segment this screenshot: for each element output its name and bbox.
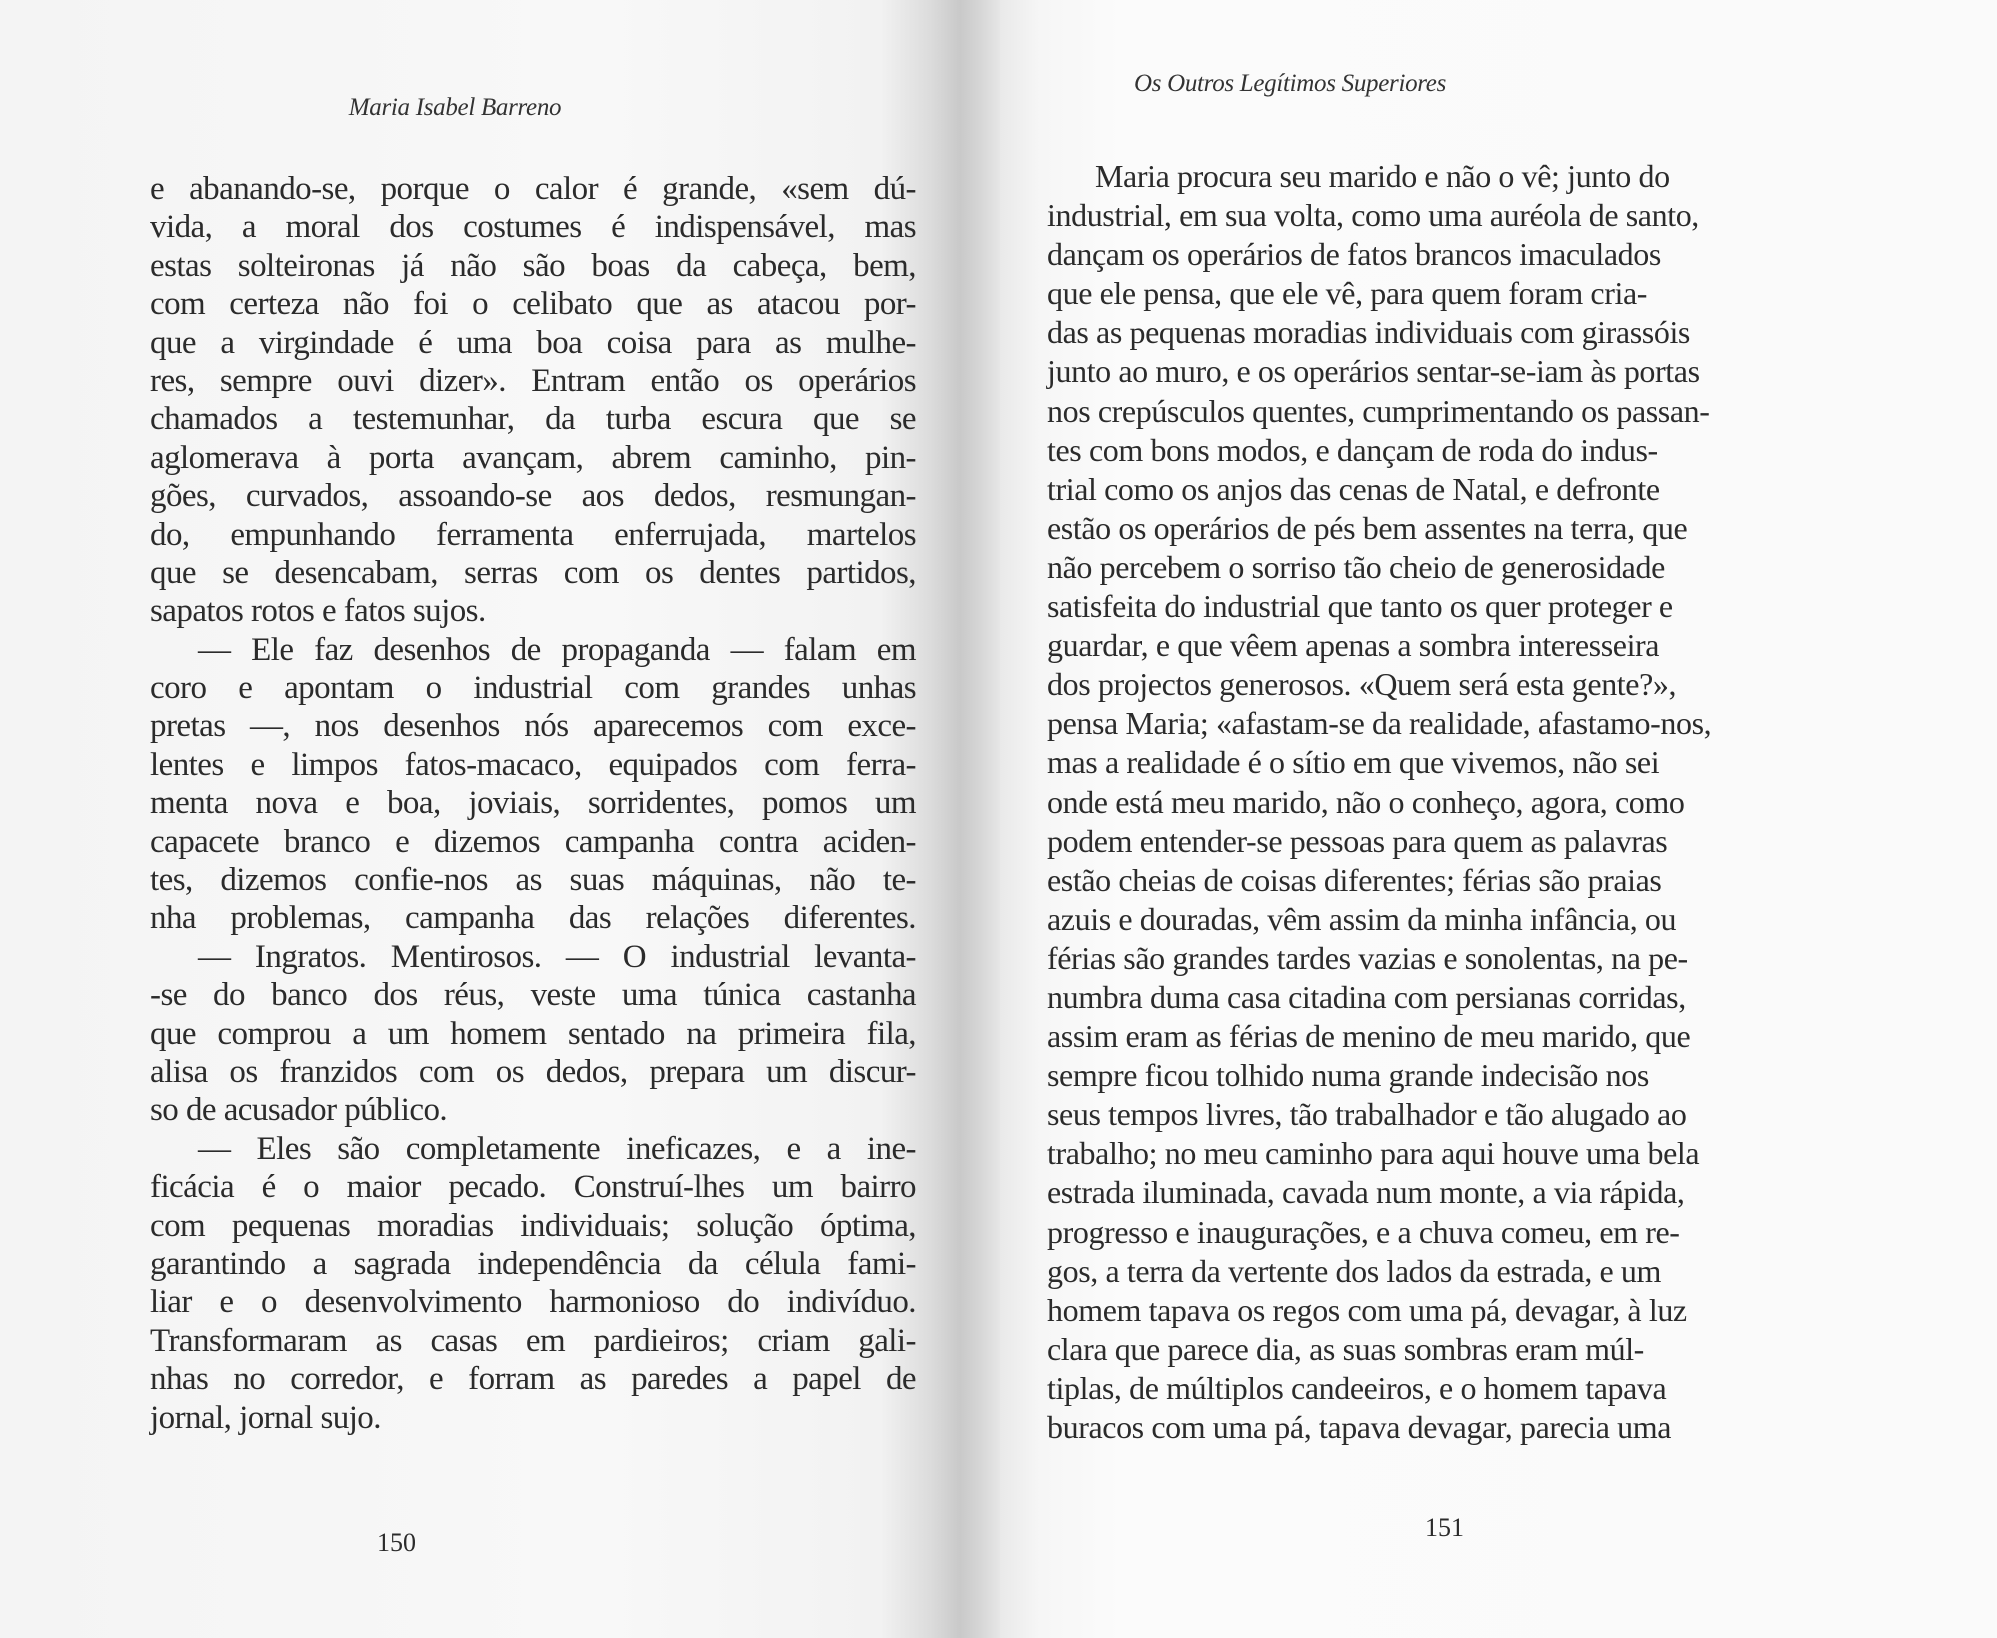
text-line: alisa os franzidos com os dedos, prepara um discur- [150,1053,916,1090]
text-line: férias são grandes tardes vazias e sonolentas, na pe- [1047,939,1688,976]
text-line: dançam os operários de fatos brancos imaculados [1047,236,1661,273]
text-line: dos projectos generosos. «Quem será esta gente?», [1047,666,1677,703]
text-line: lentes e limpos fatos-macaco, equipados com ferra- [150,746,916,783]
text-line: industrial, em sua volta, como uma auréola de santo, [1047,197,1699,234]
text-line: mas a realidade é o sítio em que vivemos, não sei [1047,744,1660,781]
text-line: Maria procura seu marido e não o vê; junto do [1095,158,1670,194]
text-line: trial como os anjos das cenas de Natal, e defronte [1047,470,1660,507]
text-line: satisfeita do industrial que tanto os quer proteger e [1047,588,1673,625]
page-number: 151 [1425,1513,1464,1542]
text-line: estão cheias de coisas diferentes; férias são praias [1047,861,1662,898]
text-line: que comprou a um homem sentado na primeira fila, [150,1015,916,1052]
text-line: tes, dizemos confie-nos as suas máquinas, não te- [150,862,916,899]
text-line: tiplas, de múltiplos candeeiros, e o homem tapava [1047,1369,1667,1406]
text-line: -se do banco dos réus, veste uma túnica castanha [150,977,916,1014]
text-line: assim eram as férias de menino de meu marido, que [1047,1018,1691,1055]
text-line: junto ao muro, e os operários sentar-se-iam às portas [1047,353,1700,390]
text-line: trabalho; no meu caminho para aqui houve uma bela [1047,1135,1700,1172]
text-line: tes com bons modos, e dançam de roda do indus- [1047,431,1658,468]
text-line: sempre ficou tolhido numa grande indecisão nos [1047,1057,1649,1094]
text-line: liar e o desenvolvimento harmonioso do indivíduo. [150,1284,916,1321]
text-line: jornal, jornal sujo. [150,1399,381,1436]
text-line: menta nova e boa, joviais, sorridentes, pomos um [150,785,916,822]
text-line: estas solteironas já não são boas da cabeça, bem, [150,247,916,284]
text-line: garantindo a sagrada independência da célula fami- [150,1245,916,1282]
text-line: que a virgindade é uma boa coisa para as mulhe- [150,324,916,361]
text-line: progresso e inaugurações, e a chuva comeu, em re- [1047,1213,1680,1250]
text-line: homem tapava os regos com uma pá, devagar, à luz [1047,1291,1687,1328]
right-page-text [1047,157,1712,1447]
text-line: res, sempre ouvi dizer». Entram então os operários [150,362,916,399]
page-number: 150 [377,1528,416,1557]
text-line: pretas —, nos desenhos nós aparecemos com exce- [150,708,916,745]
left-page-text [150,170,916,1437]
text-line: com certeza não foi o celibato que as atacou por- [150,286,916,323]
text-line: não percebem o sorriso tão cheio de generosidade [1047,548,1665,585]
text-line: ficácia é o maior pecado. Construí-lhes um bairro [150,1169,916,1206]
text-line: podem entender-se pessoas para quem as palavras [1047,822,1668,859]
text-line: nha problemas, campanha das relações diferentes. [150,900,916,937]
text-line: Transformaram as casas em pardieiros; criam gali- [150,1322,916,1359]
text-line: buracos com uma pá, tapava devagar, parecia uma [1047,1409,1672,1445]
text-line: chamados a testemunhar, da turba escura que se [150,401,916,438]
text-line: nos crepúsculos quentes, cumprimentando os passan- [1047,392,1710,429]
text-line: seus tempos livres, tão trabalhador e tão alugado ao [1047,1096,1687,1133]
text-line: — Ele faz desenhos de propaganda — falam em [198,631,916,668]
text-line: estão os operários de pés bem assentes na terra, que [1047,509,1688,546]
text-line: — Eles são completamente ineficazes, e a ine- [198,1130,916,1167]
text-line: que ele pensa, que ele vê, para quem foram cria- [1047,275,1648,312]
text-line: que se desencabam, serras com os dentes partidos, [150,554,916,591]
text-line: aglomerava à porta avançam, abrem caminho, pin- [150,439,916,476]
text-line: e abanando-se, porque o calor é grande, «sem dú- [150,171,916,207]
text-line: clara que parece dia, as suas sombras eram múl- [1047,1330,1644,1367]
text-line: do, empunhando ferramenta enferrujada, martelos [150,516,916,553]
text-line: pensa Maria; «afastam-se da realidade, afastamo-nos, [1047,705,1712,742]
text-line: vida, a moral dos costumes é indispensável, mas [150,209,916,246]
text-line: — Ingratos. Mentirosos. — O industrial levanta- [198,938,916,975]
running-head-title: Os Outros Legítimos Superiores [1133,70,1447,97]
text-line: sapatos rotos e fatos sujos. [150,593,486,630]
text-line: gões, curvados, assoando-se aos dedos, resmungan- [150,478,916,515]
text-line: com pequenas moradias individuais; solução óptima, [150,1207,916,1244]
text-line: guardar, e que vêem apenas a sombra interesseira [1047,627,1660,664]
text-line: das as pequenas moradias individuais com girassóis [1047,314,1690,351]
text-line: so de acusador público. [150,1092,448,1129]
text-line: onde está meu marido, não o conheço, agora, como [1047,783,1685,820]
text-line: numbra duma casa citadina com persianas corridas, [1047,978,1686,1015]
text-line: coro e apontam o industrial com grandes unhas [150,670,916,707]
text-line: nhas no corredor, e forram as paredes a papel de [150,1361,916,1398]
text-line: azuis e douradas, vêm assim da minha infância, ou [1047,900,1677,937]
text-line: estrada iluminada, cavada num monte, a via rápida, [1047,1174,1685,1211]
text-line: gos, a terra da vertente dos lados da estrada, e um [1047,1252,1662,1289]
running-head-author: Maria Isabel Barreno [348,94,562,121]
text-line: capacete branco e dizemos campanha contra aciden- [150,823,916,860]
